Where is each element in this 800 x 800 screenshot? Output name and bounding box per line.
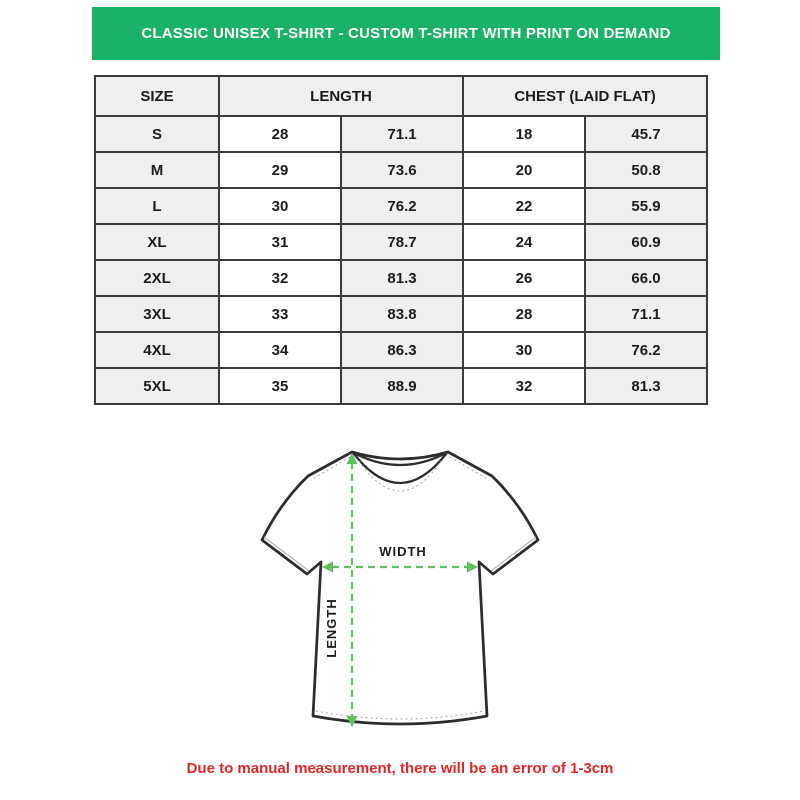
cell-length_cm: 78.7 <box>341 224 463 260</box>
cell-length_cm: 88.9 <box>341 368 463 404</box>
cell-chest_in: 18 <box>463 116 585 152</box>
table-row <box>95 152 707 188</box>
cell-chest_cm: 60.9 <box>585 224 707 260</box>
cell-chest_in: 26 <box>463 260 585 296</box>
cell-size: L <box>95 188 219 224</box>
cell-size: 2XL <box>95 260 219 296</box>
cell-length_cm: 86.3 <box>341 332 463 368</box>
cell-chest_in: 20 <box>463 152 585 188</box>
cell-size: XL <box>95 224 219 260</box>
cell-size: M <box>95 152 219 188</box>
table-row <box>95 260 707 296</box>
title-banner <box>92 7 720 60</box>
header-length: LENGTH <box>219 76 463 116</box>
header-size: SIZE <box>95 76 219 116</box>
page-title: CLASSIC UNISEX T-SHIRT - CUSTOM T-SHIRT WITH PRINT ON DEMAND <box>141 25 671 42</box>
size-table-body <box>95 116 707 404</box>
cell-length_in: 29 <box>219 152 341 188</box>
table-row <box>95 116 707 152</box>
cell-length_in: 32 <box>219 260 341 296</box>
table-row <box>95 224 707 260</box>
cell-length_cm: 81.3 <box>341 260 463 296</box>
cell-length_in: 34 <box>219 332 341 368</box>
cell-length_in: 35 <box>219 368 341 404</box>
cell-chest_cm: 76.2 <box>585 332 707 368</box>
cell-chest_cm: 45.7 <box>585 116 707 152</box>
cell-chest_cm: 81.3 <box>585 368 707 404</box>
cell-chest_cm: 55.9 <box>585 188 707 224</box>
cell-chest_in: 30 <box>463 332 585 368</box>
table-row <box>95 332 707 368</box>
cell-size: S <box>95 116 219 152</box>
cell-length_in: 28 <box>219 116 341 152</box>
cell-chest_in: 22 <box>463 188 585 224</box>
cell-length_in: 31 <box>219 224 341 260</box>
size-table <box>94 75 708 405</box>
tshirt-measurement-diagram <box>0 415 800 765</box>
cell-chest_in: 32 <box>463 368 585 404</box>
cell-length_in: 30 <box>219 188 341 224</box>
table-row <box>95 188 707 224</box>
measurement-error-note: Due to manual measurement, there will be an error of 1-3cm <box>186 760 614 777</box>
length-label: LENGTH <box>324 598 339 658</box>
cell-length_cm: 73.6 <box>341 152 463 188</box>
cell-length_in: 33 <box>219 296 341 332</box>
cell-chest_in: 28 <box>463 296 585 332</box>
table-row <box>95 296 707 332</box>
tshirt-outline <box>262 452 538 724</box>
cell-length_cm: 83.8 <box>341 296 463 332</box>
table-row <box>95 368 707 404</box>
cell-chest_cm: 66.0 <box>585 260 707 296</box>
table-header-row <box>95 76 707 116</box>
cell-chest_cm: 50.8 <box>585 152 707 188</box>
header-chest: CHEST (LAID FLAT) <box>463 76 707 116</box>
cell-chest_in: 24 <box>463 224 585 260</box>
cell-size: 5XL <box>95 368 219 404</box>
cell-length_cm: 76.2 <box>341 188 463 224</box>
cell-length_cm: 71.1 <box>341 116 463 152</box>
cell-size: 3XL <box>95 296 219 332</box>
cell-chest_cm: 71.1 <box>585 296 707 332</box>
cell-size: 4XL <box>95 332 219 368</box>
width-label: WIDTH <box>379 544 427 559</box>
